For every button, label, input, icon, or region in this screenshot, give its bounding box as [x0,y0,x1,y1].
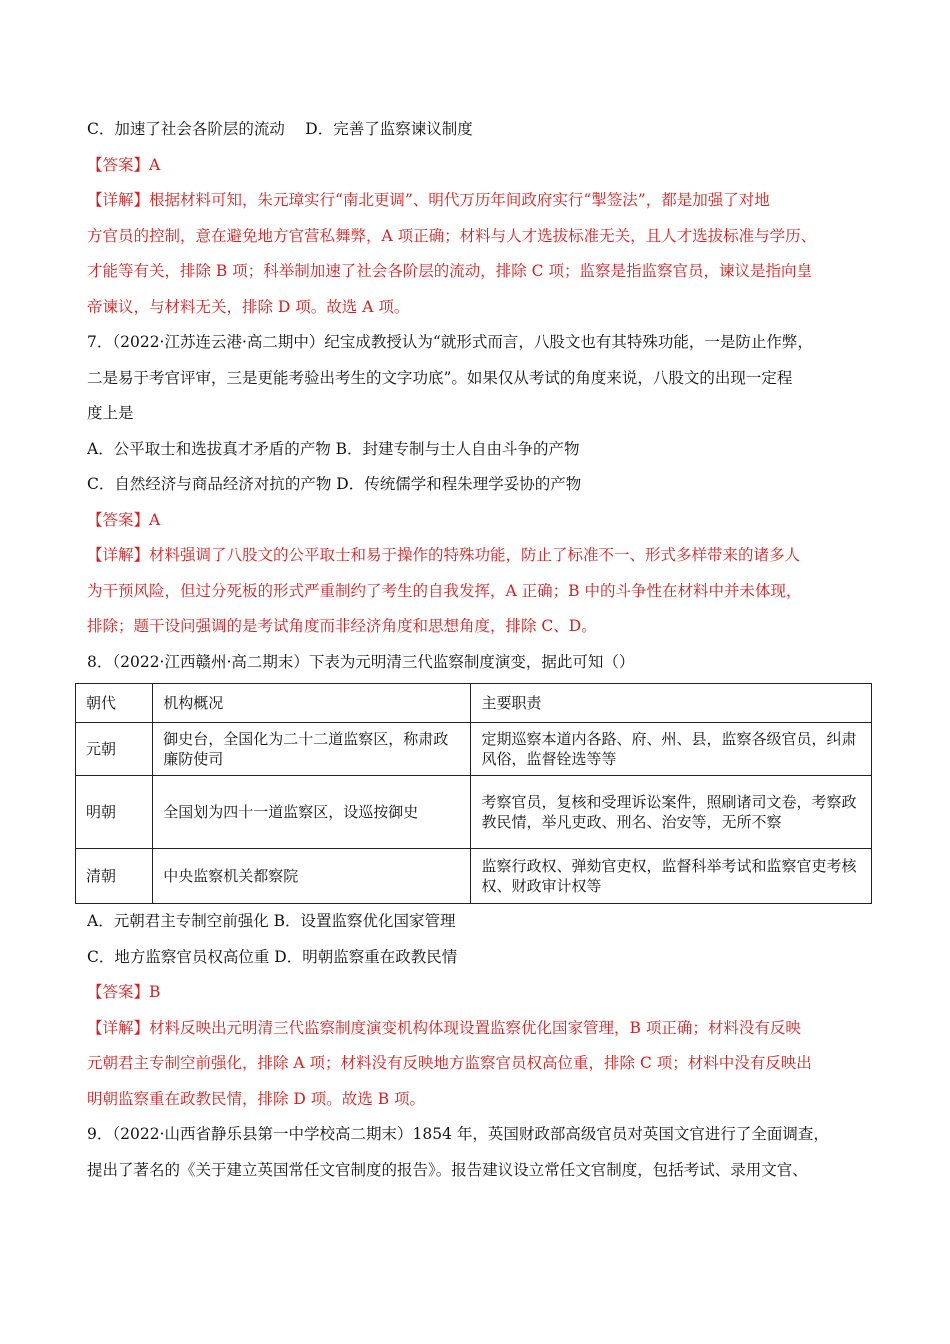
q8-explain-line: 明朝监察重在政教民情，排除 D 项。故选 B 项。 [87,1089,426,1108]
q8-option-ab: A．元朝君主专制空前强化 B．设置监察优化国家管理 [87,912,456,930]
q7-stem-line: 度上是 [87,404,134,422]
q7-stem-line: 7．（2022·江苏连云港·高二期中）纪宝成教授认为“就形式而言，八股文也有其特殊功能，一是防止作弊， [87,333,813,351]
q6-explain-line: 才能等有关，排除 B 项；科举制加速了社会各阶层的流动，排除 C 项；监察是指监察官员，谏议是指向皇 [87,262,812,280]
table-header-row [76,684,872,723]
table-cell: 清朝 [76,849,153,904]
table-cell: 元朝 [76,723,153,776]
table-cell: 考察官员，复核和受理诉讼案件，照刷诸司文卷，考察政教民情，举凡吏政、刑名、治安等，无所不察 [471,776,872,849]
q7-explain-line: 排除；题干设问强调的是考试角度而非经济角度和思想角度，排除 C、D。 [87,617,597,635]
q7-explain-line: 为干预风险，但过分死板的形式严重制约了考生的自我发挥，A 正确；B 中的斗争性在材料中并未体现， [87,581,802,600]
q8-option-cd: C．地方监察官员权高位重 D．明朝监察重在政教民情 [87,947,458,966]
table-cell: 中央监察机关都察院 [153,849,471,904]
q6-explain-line: 帝谏议，与材料无关，排除 D 项。故选 A 项。 [87,297,410,316]
q6-explain-line: 方官员的控制，意在避免地方官营私舞弊，A 项正确；材料与人才选拔标准无关，且人才选拔标准与学历、 [87,226,817,245]
table-header-cell: 主要职责 [471,684,872,723]
q7-option-ab: A．公平取士和选拔真才矛盾的产物 B．封建专制与士人自由斗争的产物 [87,439,580,458]
q6-options-cd: C．加速了社会各阶层的流动 D．完善了监察谏议制度 [87,120,473,138]
q7-answer: 【答案】A [87,510,161,529]
table-cell: 全国划为四十一道监察区，设巡按御史 [153,776,471,849]
q8-stem: 8．（2022·江西赣州·高二期末）下表为元明清三代监察制度演变，据此可知（） [87,652,635,671]
q8-explain-line: 【详解】材料反映出元明清三代监察制度演变机构体现设置监察优化国家管理，B 项正确；材料没有反映 [87,1018,801,1037]
q8-explain-line: 元朝君主专制空前强化，排除 A 项；材料没有反映地方监察官员权高位重，排除 C 项；材料中没有反映出 [87,1054,812,1072]
q8-answer: 【答案】B [87,983,161,1001]
q7-option-cd: C．自然经济与商品经济对抗的产物 D．传统儒学和程朱理学妥协的产物 [87,475,582,493]
table-cell: 御史台，全国化为二十二道监察区，称肃政廉防使司 [153,723,471,776]
document-page [87,112,877,1188]
q7-explain-line: 【详解】材料强调了八股文的公平取士和易于操作的特殊功能，防止了标准不一、形式多样带来的诸多人 [87,546,801,564]
q6-answer: 【答案】A [87,155,161,174]
q6-explain-line: 【详解】根据材料可知，朱元璋实行“南北更调”、明代万历年间政府实行“掣签法”，都是加强了对地 [87,191,770,209]
table-cell: 定期巡察本道内各路、府、州、县，监察各级官员，纠肃风俗，监督铨选等等 [471,723,872,776]
supervision-table [75,683,872,904]
table-row [76,723,872,776]
table-header-cell: 机构概况 [153,684,471,723]
table-cell: 监察行政权、弹劾官吏权，监督科举考试和监察官吏考核权、财政审计权等 [471,849,872,904]
table-cell: 明朝 [76,776,153,849]
table-row [76,849,872,904]
q9-stem-line: 提出了著名的《关于建立英国常任文官制度的报告》。报告建议设立常任文官制度，包括考试、录用文官、 [87,1160,808,1179]
table-row [76,776,872,849]
q7-stem-line: 二是易于考官评审，三是更能考验出考生的文字功底”。如果仅从考试的角度来说，八股文的出现一定程 [87,368,793,387]
q9-stem-line: 9．（2022·山西省静乐县第一中学校高二期末）1854 年，英国财政部高级官员对英国文官进行了全面调查， [87,1125,829,1143]
table-header-cell: 朝代 [76,684,153,723]
